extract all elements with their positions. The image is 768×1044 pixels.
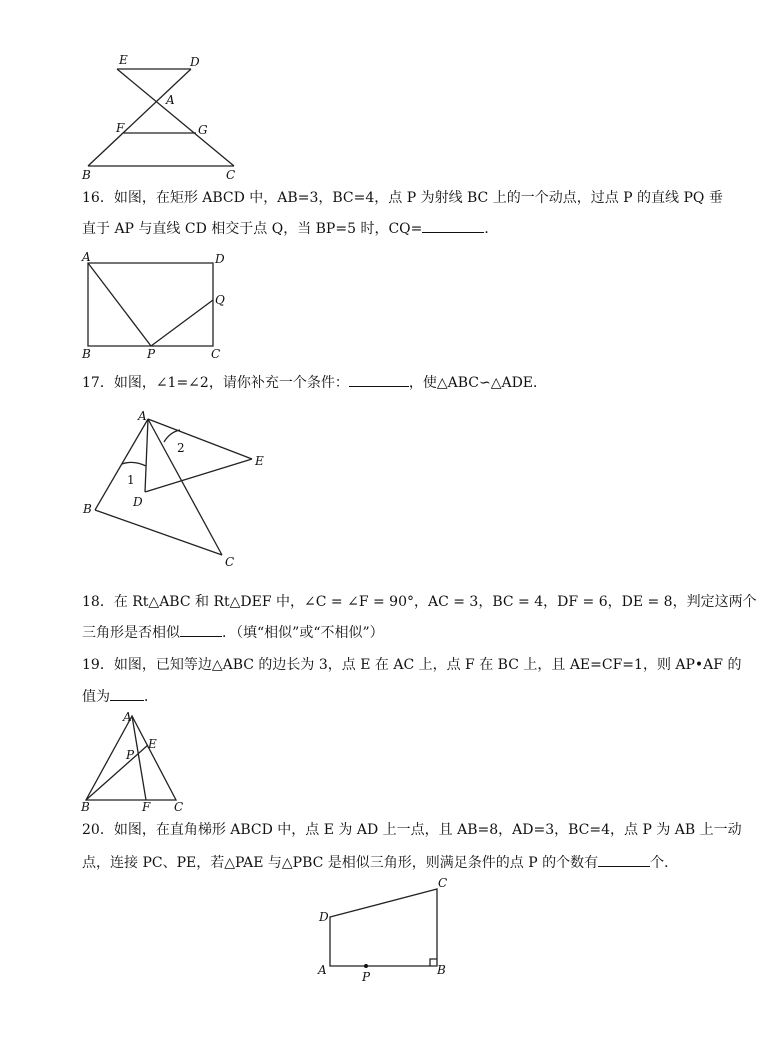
label-a: A	[123, 710, 132, 724]
label-e: E	[119, 53, 128, 67]
label-b: B	[82, 168, 91, 182]
label-a: A	[82, 250, 91, 264]
label-a: A	[318, 963, 327, 977]
q16-line2-pre: 直于 AP 与直线 CD 相交于点 Q，当 BP=5 时，CQ=	[82, 221, 423, 237]
label-d: D	[133, 495, 143, 509]
label-b: B	[81, 800, 90, 814]
label-f: F	[142, 800, 151, 814]
label-d: D	[190, 55, 200, 69]
label-p: P	[126, 748, 135, 762]
label-angle-2: 2	[177, 441, 185, 455]
q19-line1: 19．如图，已知等边△ABC 的边长为 3，点 E 在 AC 上，点 F 在 BC 上，且 AE=CF=1，则 AP•AF 的	[82, 657, 742, 673]
q17-line1-post: ，使△ABC∽△ADE．	[408, 375, 548, 391]
label-angle-1: 1	[127, 473, 135, 487]
q18-line2-post: ．（填“相似”或“不相似”）	[222, 625, 384, 641]
right-angle-mark	[430, 959, 437, 966]
point-p	[364, 964, 368, 968]
q17-line1-pre: 17．如图，∠1=∠2，请你补充一个条件：	[82, 375, 349, 391]
label-p: P	[147, 347, 156, 361]
label-c: C	[226, 168, 236, 182]
label-g: G	[198, 123, 208, 137]
label-e: E	[255, 454, 264, 468]
q19-line2-pre: 值为	[82, 689, 110, 705]
label-d: D	[215, 252, 225, 266]
q16-line1: 16．如图，在矩形 ABCD 中，AB=3，BC=4，点 P 为射线 BC 上的一个动点，过点 P 的直线 PQ 垂	[82, 190, 723, 206]
label-f: F	[116, 121, 125, 135]
label-a: A	[138, 409, 147, 423]
q19-line2-post: ．	[144, 689, 158, 705]
label-b: B	[83, 502, 92, 516]
label-c: C	[211, 347, 221, 361]
q18-line1: 18．在 Rt△ABC 和 Rt△DEF 中，∠C = ∠F = 90°，AC = 3，BC = 4，DF = 6，DE = 8，判定这两个	[82, 594, 757, 610]
label-c: C	[174, 800, 184, 814]
label-p: P	[362, 970, 371, 984]
label-a: A	[166, 93, 175, 107]
label-b: B	[82, 347, 91, 361]
label-e: E	[148, 737, 157, 751]
trapezoid-abcd	[330, 889, 437, 966]
label-c: C	[225, 555, 235, 569]
label-b: B	[437, 963, 446, 977]
q20-line1: 20．如图，在直角梯形 ABCD 中，点 E 为 AD 上一点，且 AB=8，AD=3，BC=4，点 P 为 AB 上一动	[82, 822, 742, 838]
q16-line2-post: ．	[484, 221, 499, 237]
q18-line2-pre: 三角形是否相似	[82, 625, 180, 641]
label-q: Q	[215, 293, 225, 307]
label-d: D	[319, 910, 329, 924]
q20-line2-pre: 点，连接 PC、PE，若△PAE 与△PBC 是相似三角形，则满足条件的点 P 的个数有	[82, 855, 599, 871]
q20-line2-post: 个．	[650, 855, 679, 871]
label-c: C	[438, 876, 448, 890]
